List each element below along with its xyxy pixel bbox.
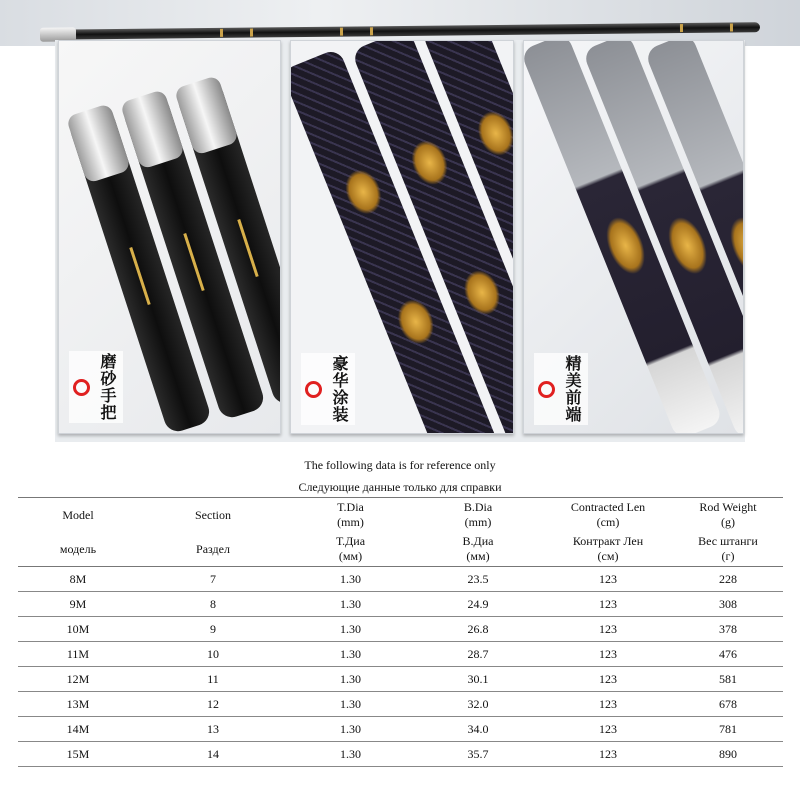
rod-decoration [340, 28, 343, 36]
cell-tip-diameter: 1.30 [288, 692, 413, 717]
cell-model: 13M [18, 692, 138, 717]
cell-rod-weight: 678 [673, 692, 783, 717]
cell-model: 15M [18, 742, 138, 767]
rod-decoration [370, 27, 373, 35]
reference-note-en: The following data is for reference only [304, 458, 496, 472]
table-row [18, 667, 783, 692]
table-row [18, 567, 783, 592]
table-row [18, 742, 783, 767]
cell-contracted-length: 123 [543, 717, 673, 742]
table-row [18, 717, 783, 742]
cell-rod-weight: 890 [673, 742, 783, 767]
photo-panel-coating [290, 40, 514, 434]
cell-tip-diameter: 1.30 [288, 592, 413, 617]
cell-model: 8M [18, 567, 138, 592]
photo-panel-grip [58, 40, 281, 434]
cell-section: 12 [138, 692, 288, 717]
rod-decoration [220, 29, 223, 37]
cell-rod-weight: 581 [673, 667, 783, 692]
header-row-en [18, 498, 783, 533]
cell-butt-diameter: 28.7 [413, 642, 543, 667]
cell-section: 7 [138, 567, 288, 592]
header-contracted-length-ru: Контракт Лен (см) [572, 534, 644, 563]
gold-flame-pattern [723, 211, 744, 279]
header-row-ru [18, 532, 783, 567]
gold-stripe [237, 219, 258, 277]
cell-section: 9 [138, 617, 288, 642]
cell-rod-weight: 781 [673, 717, 783, 742]
cell-rod-weight: 476 [673, 642, 783, 667]
caption-text: 磨砂手把 [98, 353, 117, 421]
caption-text: 豪华涂装 [330, 355, 349, 423]
gold-flame-pattern [339, 164, 388, 219]
gold-flame-pattern [458, 265, 507, 320]
cell-model: 14M [18, 717, 138, 742]
gold-stripe [129, 247, 150, 305]
cell-contracted-length: 123 [543, 567, 673, 592]
header-rod-weight-ru: Вес штанги (г) [698, 534, 758, 563]
cell-contracted-length: 123 [543, 617, 673, 642]
cell-butt-diameter: 30.1 [413, 667, 543, 692]
header-rod-weight: Rod Weight (g) [699, 500, 757, 529]
cell-contracted-length: 123 [543, 592, 673, 617]
cell-model: 10M [18, 617, 138, 642]
gold-flame-pattern [471, 106, 514, 161]
header-butt-diameter-ru: В.Диа (мм) [462, 534, 494, 563]
cell-tip-diameter: 1.30 [288, 667, 413, 692]
caption-text: 精美前端 [563, 355, 582, 423]
gold-flame-pattern [405, 135, 454, 190]
red-circle-icon [73, 379, 90, 396]
rod-cap [120, 89, 185, 170]
cell-contracted-length: 123 [543, 667, 673, 692]
cell-contracted-length: 123 [543, 692, 673, 717]
header-section: Section [195, 507, 231, 522]
cell-rod-weight: 308 [673, 592, 783, 617]
header-model: Model [62, 507, 94, 522]
gold-flame-pattern [661, 211, 715, 279]
cell-tip-diameter: 1.30 [288, 567, 413, 592]
table-row [18, 692, 783, 717]
cell-section: 14 [138, 742, 288, 767]
rod-decoration [730, 24, 733, 32]
cell-contracted-length: 123 [543, 742, 673, 767]
photo-caption [534, 353, 588, 425]
cell-model: 12M [18, 667, 138, 692]
cell-section: 8 [138, 592, 288, 617]
product-photos [55, 40, 745, 442]
rod-illustration [40, 22, 760, 40]
cell-section: 13 [138, 717, 288, 742]
gold-flame-pattern [391, 294, 440, 349]
header-butt-diameter: B.Dia (mm) [463, 500, 493, 529]
cell-model: 9M [18, 592, 138, 617]
photo-caption [69, 351, 123, 423]
header-contracted-length: Contracted Len (cm) [570, 500, 646, 529]
red-circle-icon [305, 381, 322, 398]
rod-cap [174, 75, 239, 156]
photo-panel-front [523, 40, 744, 434]
cell-butt-diameter: 23.5 [413, 567, 543, 592]
cell-section: 10 [138, 642, 288, 667]
rod-decoration [680, 24, 683, 32]
cell-butt-diameter: 32.0 [413, 692, 543, 717]
header-section-ru: Раздел [196, 541, 230, 556]
cell-model: 11M [18, 642, 138, 667]
table-row [18, 642, 783, 667]
photo-caption [301, 353, 355, 425]
cell-tip-diameter: 1.30 [288, 642, 413, 667]
gold-flame-pattern [599, 211, 653, 279]
cell-butt-diameter: 35.7 [413, 742, 543, 767]
cell-butt-diameter: 24.9 [413, 592, 543, 617]
cell-butt-diameter: 26.8 [413, 617, 543, 642]
rod-decoration [250, 29, 253, 37]
cell-rod-weight: 378 [673, 617, 783, 642]
header-model-ru: модель [59, 541, 97, 556]
reference-note-ru: Следующие данные только для справки [298, 480, 502, 494]
cell-butt-diameter: 34.0 [413, 717, 543, 742]
header-tip-diameter: T.Dia (mm) [337, 500, 364, 529]
red-circle-icon [538, 381, 555, 398]
header-tip-diameter-ru: Т.Диа (мм) [335, 534, 366, 563]
cell-section: 11 [138, 667, 288, 692]
spec-table [18, 497, 783, 767]
rod-cap [66, 103, 131, 184]
cell-contracted-length: 123 [543, 642, 673, 667]
cell-tip-diameter: 1.30 [288, 617, 413, 642]
cell-tip-diameter: 1.30 [288, 742, 413, 767]
cell-rod-weight: 228 [673, 567, 783, 592]
gold-stripe [183, 233, 204, 291]
table-row [18, 592, 783, 617]
cell-tip-diameter: 1.30 [288, 717, 413, 742]
table-row [18, 617, 783, 642]
